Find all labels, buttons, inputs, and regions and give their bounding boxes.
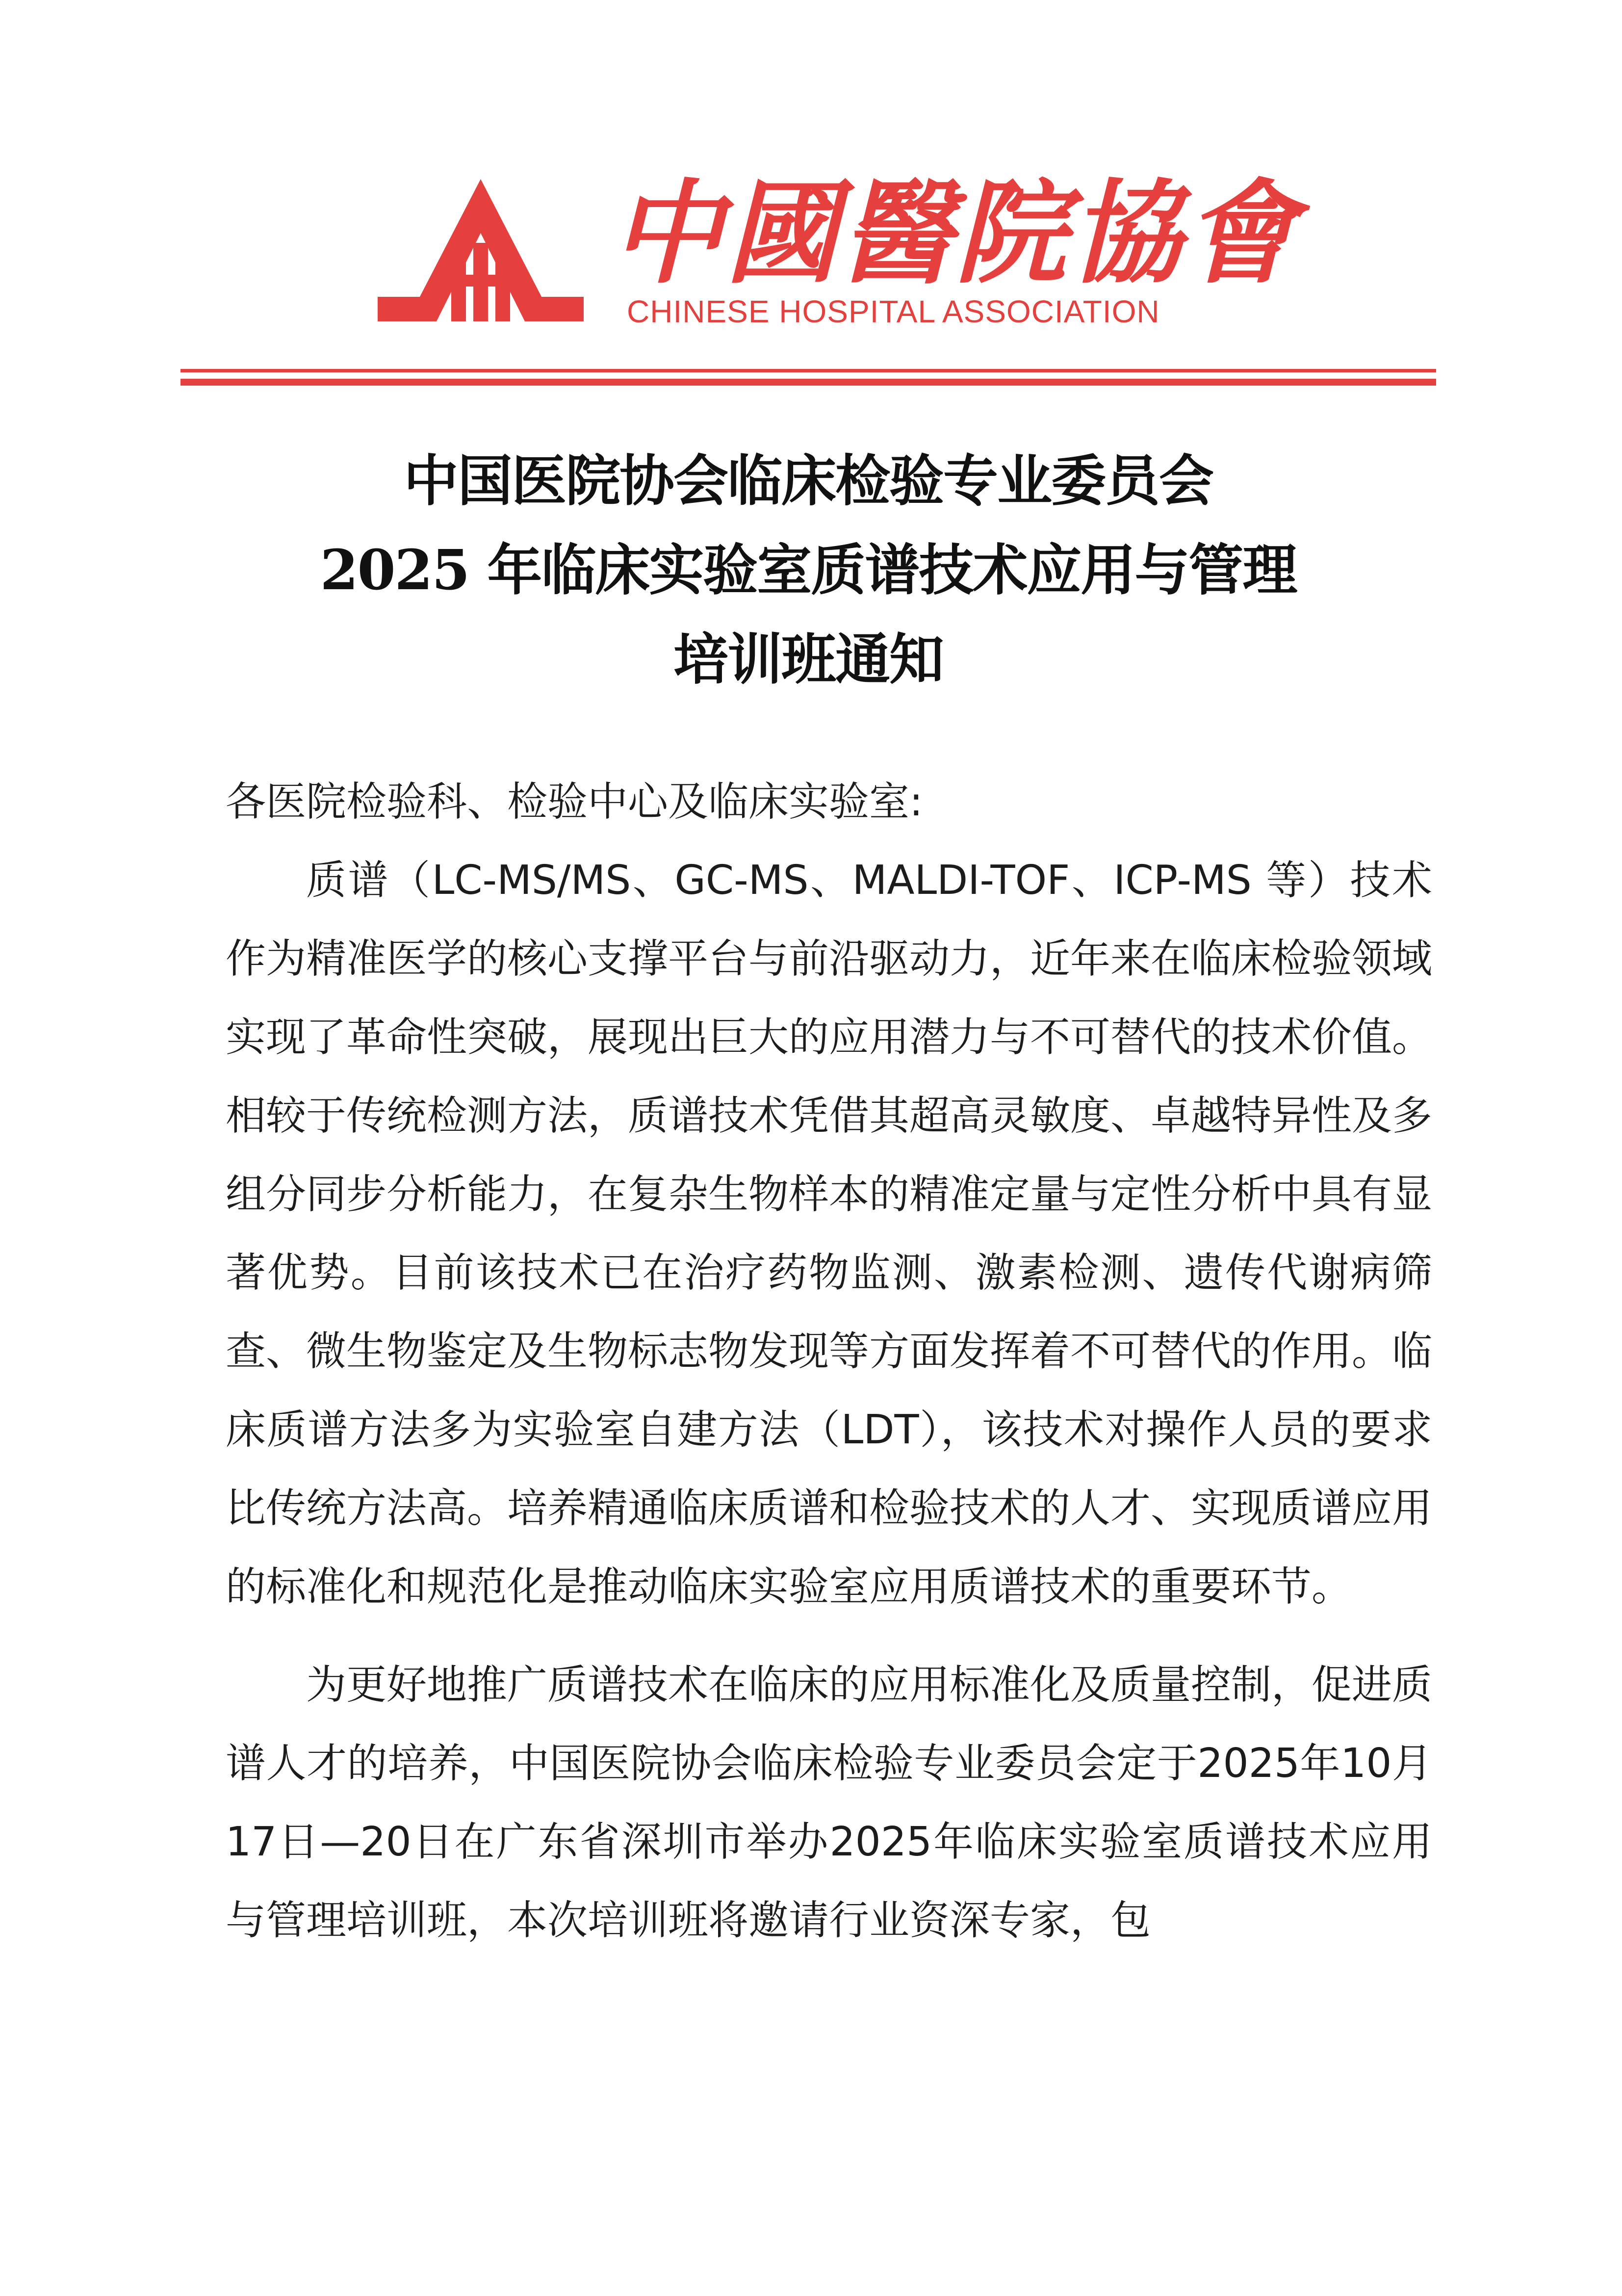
letterhead (0, 0, 1622, 392)
divider-thick (180, 379, 1436, 386)
paragraph-2: 为更好地推广质谱技术在临床的应用标准化及质量控制，促进质谱人才的培养，中国医院协会临床检验专业委员会定于2025年10月17日—20日在广东省深圳市举办2025年临床实验室质谱技术应用与管理培训班，本次培训班将邀请行业资深专家，包 (226, 1662, 1433, 1944)
paragraph-1: 质谱（LC-MS/MS、GC-MS、MALDI-TOF、ICP-MS 等）技术作为精准医学的核心支撑平台与前沿驱动力，近年来在临床检验领域实现了革命性突破，展现出巨大的应用潜力与不可替代的技术价值。相较于传统检测方法，质谱技术凭借其超高灵敏度、卓越特异性及多组分同步分析能力，在复杂生物样本的精准定量与定性分析中具有显著优势。目前该技术已在治疗药物监测、激素检测、遗传代谢病筛查、微生物鉴定及生物标志物发现等方面发挥着不可替代的作用。临床质谱方法多为实验室自建方法（LDT），该技术对操作人员的要求比传统方法高。培养精通临床质谱和检验技术的人才、实现质谱应用的标准化和规范化是推动临床实验室应用质谱技术的重要环节。 (226, 857, 1433, 1610)
document-body (226, 763, 1432, 1960)
salutation: 各医院检验科、检验中心及临床实验室: (226, 779, 923, 825)
cha-emblem-icon (378, 174, 584, 326)
org-name-chinese: 中國醫院協會 (611, 167, 1299, 299)
document-title (180, 437, 1436, 704)
org-name-english: CHINESE HOSPITAL ASSOCIATION (627, 294, 1160, 329)
title-line-1: 中国医院协会临床检验专业委员会 (404, 449, 1213, 513)
divider-thin (180, 369, 1436, 372)
title-line-2: 2025 年临床实验室质谱技术应用与管理 (320, 538, 1297, 602)
title-line-3: 培训班通知 (673, 627, 943, 692)
